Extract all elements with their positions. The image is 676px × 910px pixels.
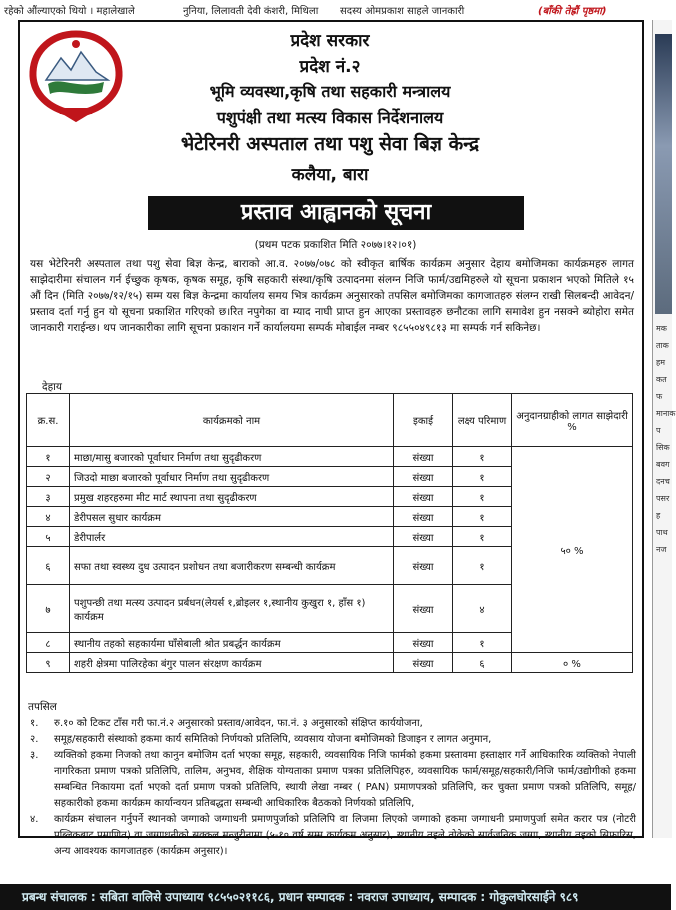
nepal-emblem-icon	[26, 28, 126, 120]
note-text: व्यक्तिको हकमा निजको तथा कानुन बमोजिम दर्ता भएका समूह, सहकारी, व्यवसायिक निजि फार्मको हकमा प्रस्तावमा हस्ताक्षार गर्ने आधिकारिक व्यक्तिको नेपाली नागरिकता प्रमाण पत्रको प्रतिलिपि, तालिम, अनुभव, शैक्षिक योग्यताका प्रमाण पत्रका प्रतिलिपिहरु, व्यवसायिक फार्म/समूह/सहकारी/निजि फार्म/उद्योगीको हकमा सम्बन्धित निकायमा दर्ता भएको दर्ता प्रमाण पत्रको प्रतिलिपि, स्थायी लेखा नम्बर ( PAN) प्रमाणपत्रको प्रतिलिपि, कर चुक्ता प्रमाण पत्रको प्रतिलिपि, समूह/सहकारीको हकमा कार्यक्रम कार्यान्वयन प्रतिबद्धता सम्बन्धी आधिकारिक बैठकको निर्णयको प्रतिलिपि,	[54, 750, 636, 809]
note-text: रु.१० को टिकट टाँस गरी फा.नं.२ अनुसारको प्रस्ताव/आवेदन, फा.नं. ३ अनुसारको संक्षिप्त कार्ययोजना,	[54, 718, 423, 729]
row-unit: संख्या	[394, 467, 453, 487]
row-target: १	[453, 633, 512, 653]
row-unit: संख्या	[394, 527, 453, 547]
note-number: १.	[30, 718, 39, 729]
top-strip-left: रहेको औंल्याएको थियो । महालेखाले	[4, 6, 135, 17]
header-line-3: भूमि व्यवस्था,कृषि तथा सहकारी मन्त्रालय	[209, 82, 451, 101]
row-target: १	[453, 467, 512, 487]
table-row	[27, 653, 633, 673]
row-sn: ५	[27, 527, 70, 547]
header-line-5: भेटेरिनरी अस्पताल तथा पशु सेवा बिज्ञ केन्द्र	[180, 133, 480, 155]
tapsil-label: तपसिल	[28, 701, 57, 713]
row-target: १	[453, 507, 512, 527]
table-header-row	[27, 394, 633, 447]
row-name: पशुपन्छी तथा मत्स्य उत्पादन प्रर्बधन(लेयर्स १,ब्रोइलर १,स्थानीय कुखुरा १, हाँस १) कार्यक्रम	[70, 585, 394, 633]
row-unit: संख्या	[394, 487, 453, 507]
row-unit: संख्या	[394, 547, 453, 585]
note-text: कार्यक्रम संचालन गर्नुपर्ने स्थानको जग्गाको जग्गाधनी प्रमाणपुर्जाको प्रतिलिपि वा लिजमा लिएको जग्गाको हकमा जग्गाधनी प्रमाणपुर्जा समेत करार पत्र (नोटरी पब्लिकबाट प्रमाणित) वा जग्गाधनीको सक्कल मन्जुरीनामा (५-१० वर्ष सम्म कार्यक्रम अनुसार), स्थानीय तहले तोकेको सार्वजनिक जग्गा, स्थानीय तहको सिफारिस, अन्य आवश्यक कागजातहरु (कार्यक्रम अनुसार)।	[54, 814, 636, 857]
row-target: ४	[453, 585, 512, 633]
row-name: शहरी क्षेत्रमा पालिरहेका बंगुर पालन संरक्षण कार्यक्रम	[70, 653, 394, 673]
subsidy-group-cell: ५० %	[512, 447, 633, 653]
row-unit: संख्या	[394, 633, 453, 653]
program-table	[26, 393, 633, 673]
note-text: समूह/सहकारी संस्थाको हकमा कार्य समितिको निर्णयको प्रतिलिपि, व्यवसाय योजना बमोजिमको डिजाइन र लागत अनुमान,	[54, 734, 492, 745]
subsidy-last-cell: ० %	[512, 653, 633, 673]
row-name: सफा तथा स्वस्थ्य दुध उत्पादन प्रशोधन तथा बजारीकरण सम्बन्धी कार्यक्रम	[70, 547, 394, 585]
footer-credits: प्रबन्ध संचालक : सबिता वालिसे उपाध्याय ९८५५०२११८६, प्रधान सम्पादक : नवराज उपाध्याय, सम्पादक : गोकुलघोरसाईने ९८९	[0, 884, 671, 910]
header-line-6: कलैया, बारा	[291, 165, 369, 185]
list-item	[30, 812, 636, 860]
top-strip-mid1: नुनिया, लिलावती देवी कंशरी, मिथिला	[183, 6, 319, 17]
top-strip-mid2: सदस्य ओमप्रकाश साहले जानकारी	[340, 6, 465, 17]
adjacent-text-fragment: मकताकहमकतफमानाकपसिकबवगदनचपसरहपाथनज	[656, 324, 676, 554]
header-target: लक्ष्य परिमाण	[453, 394, 512, 447]
publication-date: (प्रथम पटक प्रकाशित मिति २०७७।१२।०१)	[254, 239, 417, 251]
row-unit: संख्या	[394, 447, 453, 467]
row-unit: संख्या	[394, 653, 453, 673]
notice-title: प्रस्ताव आह्वानको सूचना	[148, 196, 524, 230]
row-target: १	[453, 547, 512, 585]
row-sn: ४	[27, 507, 70, 527]
header-line-2: प्रदेश नं.२	[299, 57, 361, 77]
row-sn: १	[27, 447, 70, 467]
row-sn: ९	[27, 653, 70, 673]
header-name: कार्यक्रमको नाम	[70, 394, 394, 447]
row-target: ६	[453, 653, 512, 673]
header-subsidy: अनुदानग्राहीको लागत साझेदारी %	[512, 394, 633, 447]
dehay-label: देहाय	[42, 381, 62, 393]
row-target: १	[453, 527, 512, 547]
row-sn: ६	[27, 547, 70, 585]
row-name: स्थानीय तहको सहकार्यमा घाँसेबाली श्रोत प्रबर्द्धन कार्यक्रम	[70, 633, 394, 653]
note-number: ४.	[30, 814, 39, 825]
row-target: १	[453, 487, 512, 507]
list-item	[30, 732, 636, 748]
row-sn: ३	[27, 487, 70, 507]
note-number: २.	[30, 734, 39, 745]
row-unit: संख्या	[394, 585, 453, 633]
list-item	[30, 716, 636, 732]
row-unit: संख्या	[394, 507, 453, 527]
row-target: १	[453, 447, 512, 467]
table-row	[27, 447, 633, 467]
adjacent-photo	[655, 34, 672, 314]
notes-list	[30, 716, 636, 860]
row-name: डेरीपार्लर	[70, 527, 394, 547]
header-line-1: प्रदेश सरकार	[290, 31, 370, 51]
adjacent-column	[652, 20, 676, 838]
note-number: ३.	[30, 750, 39, 761]
list-item	[30, 748, 636, 812]
row-name: माछा/मासु बजारको पूर्वाधार निर्माण तथा सुदृढीकरण	[70, 447, 394, 467]
header-sn: क्र.स.	[27, 394, 70, 447]
row-sn: ८	[27, 633, 70, 653]
row-name: जिउदो माछा बजारको पूर्वाधार निर्माण तथा सुदृढीकरण	[70, 467, 394, 487]
header-unit: इकाई	[394, 394, 453, 447]
intro-paragraph: यस भेटेरिनरी अस्पताल तथा पशु सेवा बिज्ञ केन्द्र, बाराको आ.व. २०७७/०७८ को स्वीकृत बार्षिक कार्यक्रम अनुसार देहाय बमोजिमका कार्यक्रमहरु लागत साझेदारीमा संचालन गर्न ईच्छुक कृषक, कृषक समूह, कृषि सहकारी संस्था/कृषि उत्पादनमा संलग्न निजि फार्म/उद्यमिहरुले यो सूचना प्रकाशन भएको मितिले १५ औं दिन (मिति २०७७/१२/१५) सम्म यस बिज्ञ केन्द्रमा कार्यालय समय भित्र कार्यक्रम अनुसारको तपसिल बमोजिमका कागजातहरु संलग्न राखी सिलबन्दी आवेदन/प्रस्ताव दर्ता गर्नु हुन यो सूचना प्रकाशित गरिएको छ।रित नपुगेका वा म्याद नाघी प्राप्त हुन आएका प्रस्तावहरु छनौटका लागि समावेश हुन नसक्ने ब्योहोरा समेत जानकारी गराईन्छ। थप जानकारीका लागि सूचना प्रकाशन गर्ने कार्यालयमा सम्पर्क मोबाईल नम्बर ९८५५०४९८१३ मा सम्पर्क गर्न सकिनेछ।	[30, 258, 634, 334]
row-sn: २	[27, 467, 70, 487]
top-strip-right: (बाँकी तेह्रौं पृष्ठमा)	[538, 6, 607, 17]
row-sn: ७	[27, 585, 70, 633]
row-name: प्रमुख शहरहरुमा मीट मार्ट स्थापना तथा सुदृढीकरण	[70, 487, 394, 507]
header-line-4: पशुपंक्षी तथा मत्स्य विकास निर्देशनालय	[216, 108, 444, 127]
row-name: डेरीपसल सुधार कार्यक्रम	[70, 507, 394, 527]
